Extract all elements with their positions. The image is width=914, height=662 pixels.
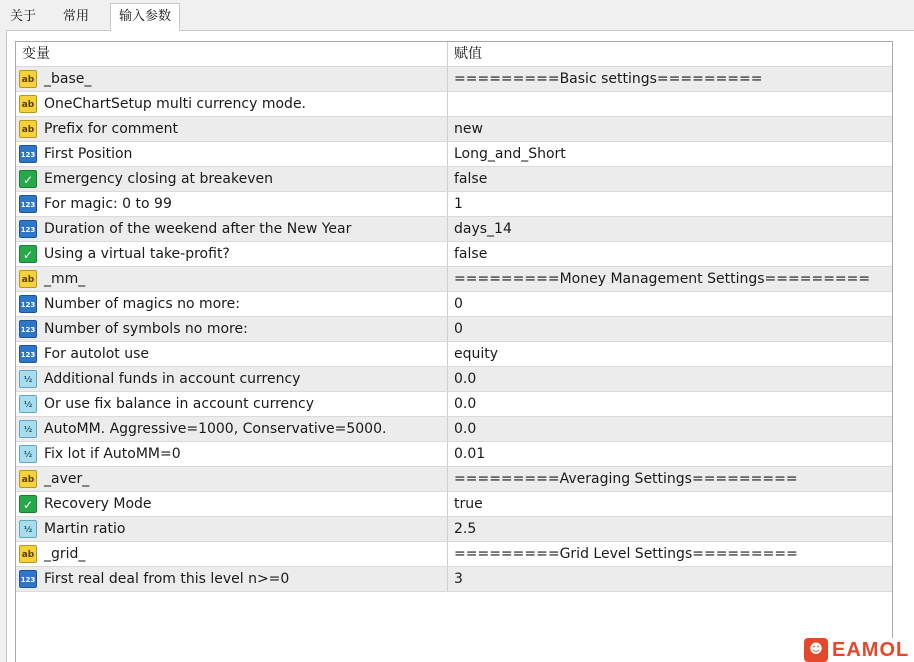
value-cell[interactable]: Long_and_Short (454, 146, 566, 162)
boolean-type-icon: ✓ (19, 170, 37, 188)
table-row[interactable] (16, 517, 892, 542)
variable-cell (16, 217, 448, 241)
variable-name: AutoMM. Aggressive=1000, Conservative=5000. (44, 421, 387, 437)
variable-name: Fix lot if AutoMM=0 (44, 446, 181, 462)
robot-icon: ☻ (804, 638, 828, 662)
variable-name: Martin ratio (44, 521, 126, 537)
tab-inputs[interactable]: 输入参数 (110, 3, 180, 31)
parameters-table (15, 41, 893, 662)
table-row[interactable] (16, 92, 892, 117)
table-row[interactable] (16, 417, 892, 442)
table-header-row (16, 42, 892, 67)
variable-cell (16, 267, 448, 291)
variable-cell (16, 142, 448, 166)
string-type-icon: ab (19, 270, 37, 288)
variable-cell (16, 117, 448, 141)
tab-common[interactable]: 常用 (63, 9, 90, 24)
variable-name: First Position (44, 146, 133, 162)
tab-bar (0, 0, 914, 30)
value-cell[interactable]: 1 (454, 196, 463, 212)
value-cell[interactable] (450, 92, 892, 116)
value-cell[interactable]: 0.0 (454, 396, 477, 412)
variable-cell (16, 567, 448, 591)
table-row[interactable] (16, 67, 892, 92)
string-type-icon: ab (19, 545, 37, 563)
table-row[interactable] (16, 267, 892, 292)
value-cell[interactable]: =========Grid Level Settings========= (454, 546, 798, 562)
variable-cell (16, 392, 448, 416)
variable-name: _aver_ (44, 471, 90, 487)
integer-type-icon: 123 (19, 220, 37, 238)
double-type-icon: ½ (19, 370, 37, 388)
variable-cell (16, 67, 448, 91)
variable-cell (16, 367, 448, 391)
value-cell[interactable]: days_14 (454, 221, 512, 237)
boolean-type-icon: ✓ (19, 495, 37, 513)
variable-name: Recovery Mode (44, 496, 152, 512)
variable-name: For magic: 0 to 99 (44, 196, 172, 212)
table-row[interactable] (16, 342, 892, 367)
tab-about[interactable]: 关于 (10, 9, 37, 24)
double-type-icon: ½ (19, 445, 37, 463)
string-type-icon: ab (19, 470, 37, 488)
table-row[interactable] (16, 392, 892, 417)
variable-name: Number of symbols no more: (44, 321, 248, 337)
variable-cell (16, 442, 448, 466)
value-cell[interactable]: new (454, 121, 483, 137)
table-row[interactable] (16, 167, 892, 192)
variable-name: Or use fix balance in account currency (44, 396, 315, 412)
logo-text: EAMOL (832, 639, 910, 661)
variable-cell (16, 417, 448, 441)
value-cell[interactable]: 3 (454, 571, 463, 587)
variable-cell (16, 467, 448, 491)
variable-cell (16, 317, 448, 341)
table-row[interactable] (16, 292, 892, 317)
table-row[interactable] (16, 142, 892, 167)
double-type-icon: ½ (19, 395, 37, 413)
table-row[interactable] (16, 492, 892, 517)
variable-name: First real deal from this level n>=0 (44, 571, 290, 587)
table-row[interactable] (16, 317, 892, 342)
table-row[interactable] (16, 217, 892, 242)
variable-cell (16, 542, 448, 566)
variable-cell (16, 342, 448, 366)
variable-name: Emergency closing at breakeven (44, 171, 273, 187)
variable-cell (16, 242, 448, 266)
string-type-icon: ab (19, 70, 37, 88)
value-cell[interactable]: =========Basic settings========= (454, 71, 763, 87)
variable-cell (16, 517, 448, 541)
variable-name: Duration of the weekend after the New Year (44, 221, 352, 237)
value-cell[interactable]: false (454, 171, 488, 187)
string-type-icon: ab (19, 95, 37, 113)
integer-type-icon: 123 (19, 295, 37, 313)
table-row[interactable] (16, 567, 892, 592)
variable-name: For autolot use (44, 346, 150, 362)
table-row[interactable] (16, 242, 892, 267)
double-type-icon: ½ (19, 520, 37, 538)
value-column-header[interactable]: 赋值 (454, 46, 482, 62)
value-cell[interactable]: 0 (454, 296, 463, 312)
table-row[interactable] (16, 467, 892, 492)
value-cell[interactable]: 0.01 (454, 446, 486, 462)
variable-name: _base_ (44, 71, 92, 87)
value-cell[interactable]: false (454, 246, 488, 262)
variable-name: Prefix for comment (44, 121, 179, 137)
table-row[interactable] (16, 442, 892, 467)
value-cell[interactable]: 0.0 (454, 421, 477, 437)
double-type-icon: ½ (19, 420, 37, 438)
variable-cell (16, 492, 448, 516)
variable-name: _mm_ (44, 271, 86, 287)
integer-type-icon: 123 (19, 145, 37, 163)
value-cell[interactable]: true (454, 496, 483, 512)
variable-cell (16, 92, 448, 116)
integer-type-icon: 123 (19, 345, 37, 363)
boolean-type-icon: ✓ (19, 245, 37, 263)
table-row[interactable] (16, 542, 892, 567)
variable-name: Using a virtual take-profit? (44, 246, 230, 262)
eamol-logo (804, 638, 914, 662)
integer-type-icon: 123 (19, 320, 37, 338)
value-cell[interactable]: 0 (454, 321, 463, 337)
value-cell[interactable]: =========Averaging Settings========= (454, 471, 798, 487)
value-cell[interactable]: equity (454, 346, 499, 362)
variable-name: _grid_ (44, 546, 86, 562)
variable-cell (16, 192, 448, 216)
variable-cell (16, 167, 448, 191)
string-type-icon: ab (19, 120, 37, 138)
value-cell[interactable]: =========Money Management Settings========= (454, 271, 871, 287)
integer-type-icon: 123 (19, 570, 37, 588)
integer-type-icon: 123 (19, 195, 37, 213)
variable-column-header[interactable]: 变量 (16, 42, 448, 66)
variable-name: OneChartSetup multi currency mode. (44, 96, 307, 112)
table-row[interactable] (16, 367, 892, 392)
tab-panel (6, 30, 914, 662)
value-cell[interactable]: 2.5 (454, 521, 477, 537)
variable-name: Number of magics no more: (44, 296, 240, 312)
value-cell[interactable]: 0.0 (454, 371, 477, 387)
variable-cell (16, 292, 448, 316)
variable-name: Additional funds in account currency (44, 371, 301, 387)
table-row[interactable] (16, 117, 892, 142)
table-row[interactable] (16, 192, 892, 217)
